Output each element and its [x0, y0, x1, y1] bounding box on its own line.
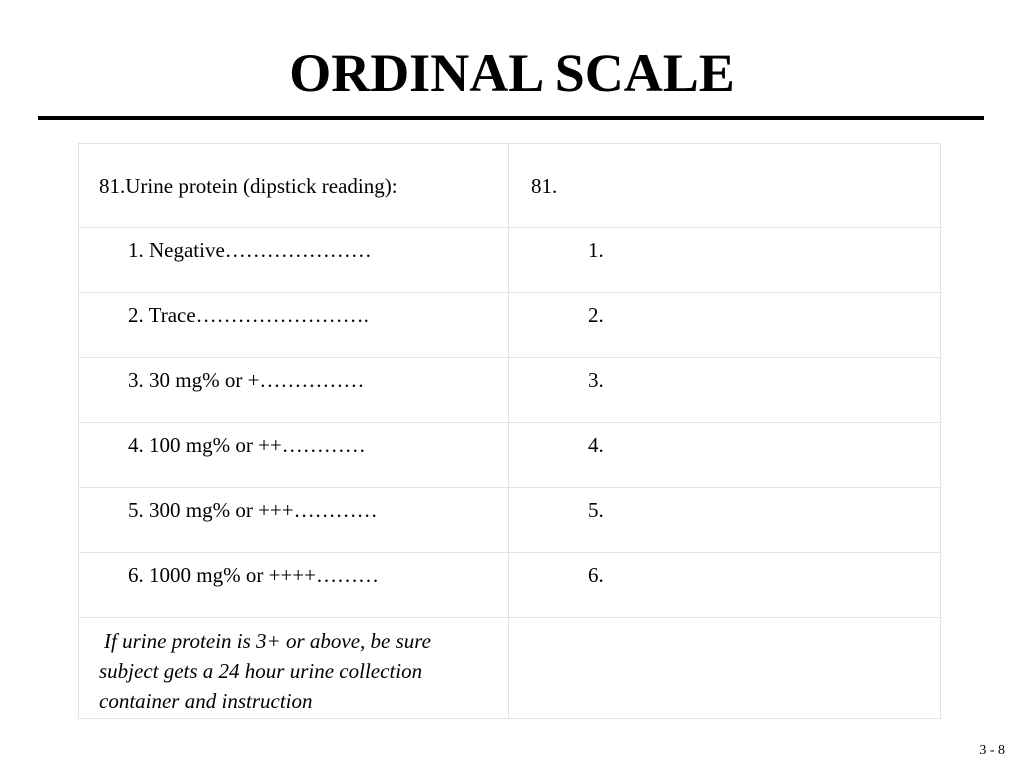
option-cell: [79, 228, 509, 293]
ordinal-scale-table: [78, 143, 941, 719]
option-label: 1. Negative…………………: [128, 238, 372, 262]
option-row: [79, 488, 941, 553]
question-row: [79, 144, 941, 228]
option-cell: [79, 293, 509, 358]
option-label: 5. 300 mg% or +++…………: [128, 498, 378, 522]
title-divider: [38, 116, 984, 120]
note-cell: [79, 618, 509, 719]
option-row: [79, 358, 941, 423]
question-label: 81.Urine protein (dipstick reading):: [99, 174, 398, 198]
option-label: 2. Trace…………………….: [128, 303, 369, 327]
page-number: 3 - 8: [979, 743, 1005, 758]
option-answer-cell: [509, 358, 941, 423]
question-answer-cell: [509, 144, 941, 228]
option-row: [79, 553, 941, 618]
option-answer-cell: [509, 423, 941, 488]
option-answer-number: 4.: [588, 433, 604, 457]
option-label: 3. 30 mg% or +……………: [128, 368, 365, 392]
slide-title: ORDINAL SCALE: [289, 43, 735, 103]
note-row: [79, 618, 941, 719]
option-answer-number: 1.: [588, 238, 604, 262]
option-answer-cell: [509, 293, 941, 358]
option-row: [79, 423, 941, 488]
option-cell: [79, 423, 509, 488]
option-answer-cell: [509, 553, 941, 618]
option-answer-number: 2.: [588, 303, 604, 327]
option-row: [79, 293, 941, 358]
instruction-note: If urine protein is 3+ or above, be sure subject gets a 24 hour urine collection container and instruction: [99, 629, 431, 713]
option-cell: [79, 488, 509, 553]
option-cell: [79, 358, 509, 423]
option-answer-cell: [509, 228, 941, 293]
note-answer-cell: [509, 618, 941, 719]
option-cell: [79, 553, 509, 618]
option-answer-cell: [509, 488, 941, 553]
option-label: 6. 1000 mg% or ++++………: [128, 563, 379, 587]
option-answer-number: 5.: [588, 498, 604, 522]
option-answer-number: 6.: [588, 563, 604, 587]
option-answer-number: 3.: [588, 368, 604, 392]
question-cell: [79, 144, 509, 228]
question-answer-number: 81.: [531, 174, 558, 198]
option-label: 4. 100 mg% or ++…………: [128, 433, 366, 457]
option-row: [79, 228, 941, 293]
